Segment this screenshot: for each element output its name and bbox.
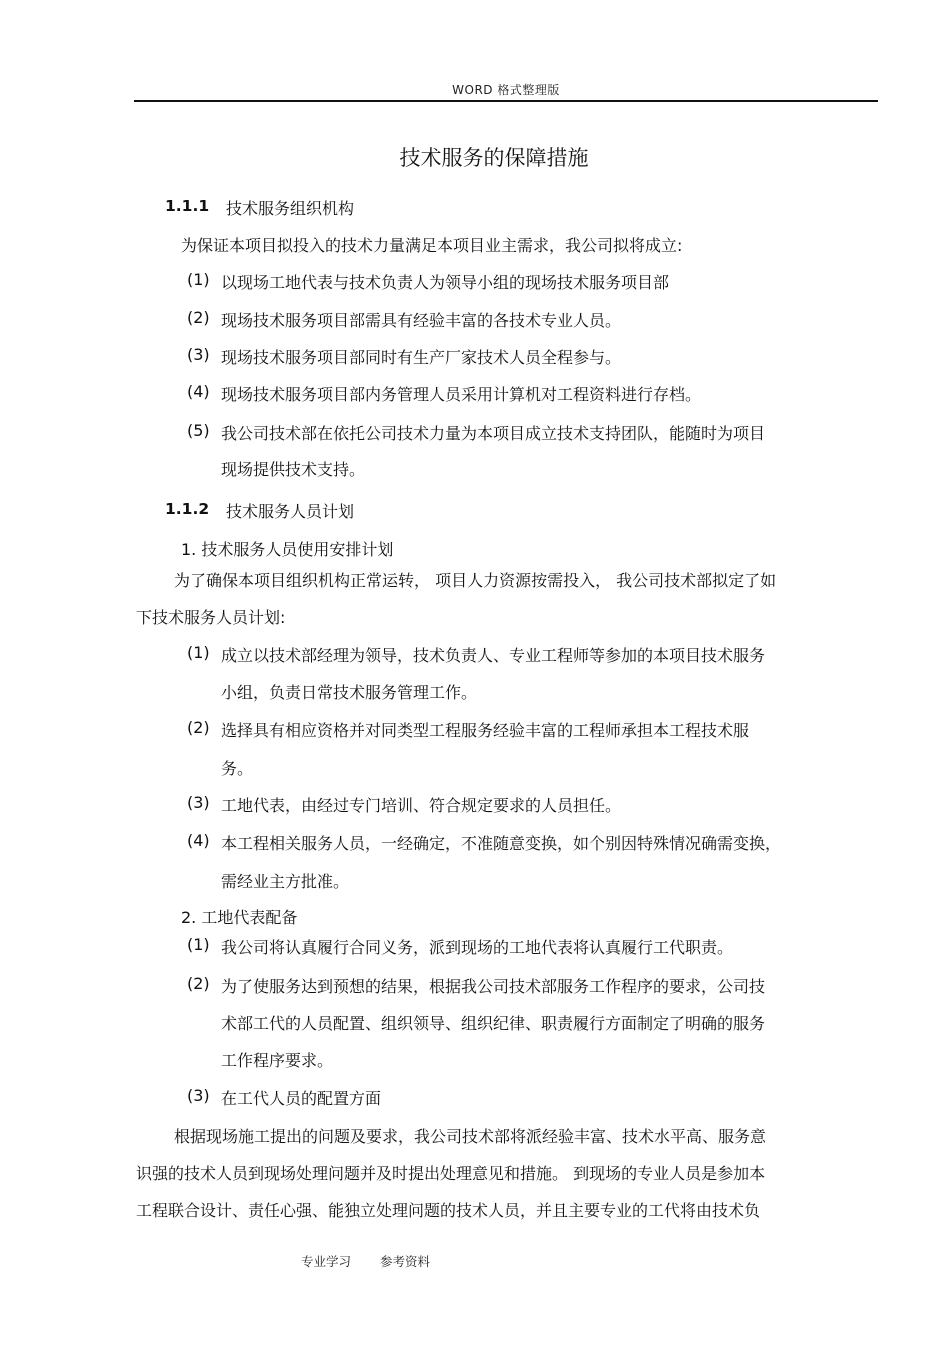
header-rule [134, 100, 878, 102]
list-item-text-continued: 务。 [221, 759, 254, 778]
list-item-number: (1) [187, 935, 210, 954]
list-item-number: (2) [187, 974, 210, 993]
list-item-text-continued: 现场提供技术支持。 [221, 460, 366, 479]
list-item-text: 本工程相关服务人员，一经确定，不准随意变换，如个别因特殊情况确需变换， [221, 834, 782, 853]
list-item-number: (2) [187, 308, 210, 327]
list-item-number: (3) [187, 793, 210, 812]
section-heading: 技术服务人员计划 [226, 502, 355, 521]
list-item-text-continued: 小组，负责日常技术服务管理工作。 [221, 683, 478, 702]
list-item-text-continued: 术部工代的人员配置、组织领导、组织纪律、职责履行方面制定了明确的服务 [221, 1014, 766, 1033]
list-item-text: 成立以技术部经理为领导，技术负责人、专业工程师等参加的本项目技术服务 [221, 646, 766, 665]
list-item-text: 为了使服务达到预想的结果，根据我公司技术部服务工作程序的要求，公司技 [221, 977, 766, 996]
subsection-heading: 1. 技术服务人员使用安排计划 [181, 540, 394, 559]
list-item-text: 现场技术服务项目部内务管理人员采用计算机对工程资料进行存档。 [221, 385, 702, 404]
list-item-text: 我公司将认真履行合同义务，派到现场的工地代表将认真履行工代职责。 [221, 938, 734, 957]
list-item-number: (5) [187, 421, 210, 440]
subsection-heading: 2. 工地代表配备 [181, 908, 298, 927]
paragraph-line: 为了确保本项目组织机构正常运转， 项目人力资源按需投入， 我公司技术部拟定了如 [174, 571, 777, 590]
list-item-number: (3) [187, 345, 210, 364]
list-item-text-continued: 工作程序要求。 [221, 1051, 334, 1070]
document-title: 技术服务的保障措施 [399, 146, 589, 170]
list-item-number: (3) [187, 1086, 210, 1105]
paragraph-line: 根据现场施工提出的问题及要求，我公司技术部将派经验丰富、技术水平高、服务意 [174, 1127, 767, 1146]
paragraph-line: 工程联合设计、责任心强、能独立处理问题的技术人员，并且主要专业的工代将由技术负 [136, 1201, 761, 1220]
list-item-number: (1) [187, 270, 210, 289]
list-item-text: 选择具有相应资格并对同类型工程服务经验丰富的工程师承担本工程技术服 [221, 721, 750, 740]
list-item-text: 工地代表，由经过专门培训、符合规定要求的人员担任。 [221, 796, 622, 815]
list-item-text: 在工代人员的配置方面 [221, 1089, 382, 1108]
section-number: 1.1.2 [165, 500, 210, 518]
list-item-text-continued: 需经业主方批准。 [221, 872, 350, 891]
page-header: WORD 格式整理版 [452, 83, 560, 97]
footer-left-text: 专业学习 [301, 1254, 352, 1269]
section-number: 1.1.1 [165, 197, 210, 215]
paragraph-line: 为保证本项目拟投入的技术力量满足本项目业主需求，我公司拟将成立: [181, 236, 683, 255]
list-item-text: 以现场工地代表与技术负责人为领导小组的现场技术服务项目部 [221, 273, 670, 292]
list-item-text: 现场技术服务项目部同时有生产厂家技术人员全程参与。 [221, 348, 622, 367]
section-heading: 技术服务组织机构 [226, 199, 355, 218]
paragraph-line: 下技术服务人员计划: [136, 608, 286, 627]
list-item-text: 我公司技术部在依托公司技术力量为本项目成立技术支持团队，能随时为项目 [221, 424, 766, 443]
paragraph-line: 识强的技术人员到现场处理问题并及时提出处理意见和措施。 到现场的专业人员是参加本 [136, 1164, 766, 1183]
list-item-number: (4) [187, 831, 210, 850]
list-item-text: 现场技术服务项目部需具有经验丰富的各技术专业人员。 [221, 311, 622, 330]
footer-right-text: 参考资料 [380, 1254, 431, 1269]
list-item-number: (2) [187, 718, 210, 737]
list-item-number: (1) [187, 643, 210, 662]
list-item-number: (4) [187, 382, 210, 401]
